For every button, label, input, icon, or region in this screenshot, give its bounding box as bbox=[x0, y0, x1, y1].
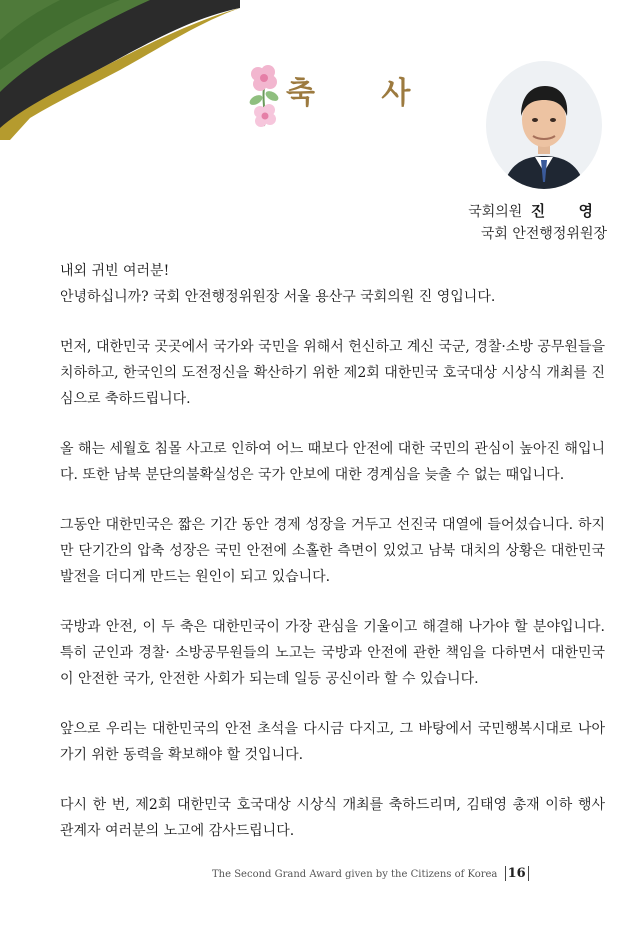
signature-role: 국회의원 bbox=[468, 204, 523, 220]
flower-icon bbox=[236, 60, 292, 132]
speech-body bbox=[60, 258, 605, 868]
portrait-photo bbox=[485, 60, 603, 190]
page-footer bbox=[212, 866, 529, 881]
paragraph: 먼저, 대한민국 곳곳에서 국가와 국민을 위해서 헌신하고 계신 국군, 경찰·소방 공무원들을 치하하고, 한국인의 도전정신을 확산하기 위한 제2회 대한민국 호국대상 시상식 개최를 진심으로 축하드립니다. bbox=[60, 339, 605, 407]
signature bbox=[468, 200, 607, 245]
paragraph: 국방과 안전, 이 두 축은 대한민국이 가장 관심을 기울이고 해결해 나가야 할 분야입니다. 특히 군인과 경찰· 소방공무원들의 노고는 국방과 안전에 관한 책임을 다하면서 대한민국이 안전한 국가, 안전한 사회가 되는데 일등 공신이라 할 수 있습니다. bbox=[60, 619, 605, 687]
title-block bbox=[236, 60, 439, 132]
signature-position: 국회 안전행정위원장 bbox=[480, 226, 607, 242]
page-number: 16 bbox=[505, 866, 529, 881]
footer-text: The Second Grand Award given by the Citizens of Korea bbox=[212, 869, 498, 880]
paragraph: 앞으로 우리는 대한민국의 안전 초석을 다시금 다지고, 그 바탕에서 국민행복시대로 나아가기 위한 동력을 확보해야 할 것입니다. bbox=[60, 721, 605, 763]
paragraph-greeting: 내외 귀빈 여러분! 안녕하십니까? 국회 안전행정위원장 서울 용산구 국회의원 진 영입니다. bbox=[60, 263, 496, 305]
paragraph: 올 해는 세월호 침몰 사고로 인하여 어느 때보다 안전에 대한 국민의 관심이 높아진 해입니다. 또한 남북 분단의불확실성은 국가 안보에 대한 경계심을 늦출 수 없는 때입니다. bbox=[60, 441, 605, 483]
signature-name: 진 영 bbox=[530, 202, 607, 220]
corner-decoration bbox=[0, 0, 240, 140]
paragraph: 그동안 대한민국은 짧은 기간 동안 경제 성장을 거두고 선진국 대열에 들어섰습니다. 하지만 단기간의 압축 성장은 국민 안전에 소홀한 측면이 있었고 남북 대치의 상황은 대한민국 발전을 더디게 만드는 원인이 되고 있습니다. bbox=[60, 517, 605, 585]
page-title: 축 사 bbox=[286, 76, 439, 111]
paragraph: 다시 한 번, 제2회 대한민국 호국대상 시상식 개최를 축하드리며, 김태영 총재 이하 행사 관계자 여러분의 노고에 감사드립니다. bbox=[60, 797, 605, 839]
signature-role-line bbox=[468, 200, 607, 223]
